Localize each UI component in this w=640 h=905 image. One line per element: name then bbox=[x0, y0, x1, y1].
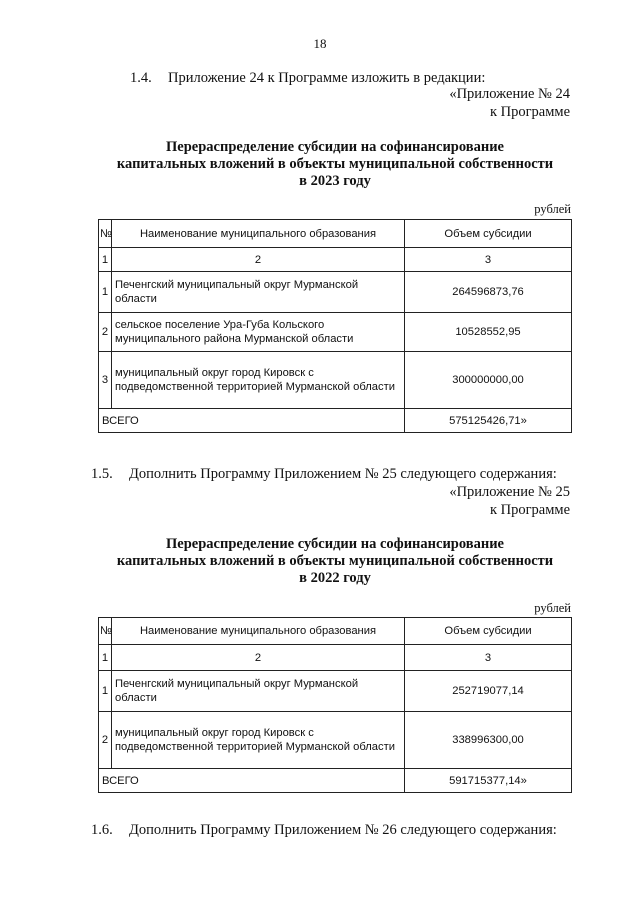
row-number: 2 bbox=[99, 712, 112, 769]
header-number: № bbox=[99, 220, 112, 248]
index-cell: 1 bbox=[99, 645, 112, 671]
paragraph-text: Приложение 24 к Программе изложить в редакции: bbox=[168, 70, 486, 86]
index-cell: 2 bbox=[112, 645, 405, 671]
paragraph-text: Дополнить Программу Приложением № 25 следующего содержания: bbox=[129, 466, 557, 482]
table-index-row bbox=[99, 248, 572, 272]
table-row bbox=[99, 313, 572, 352]
table-header-row bbox=[99, 618, 572, 645]
row-amount: 264596873,76 bbox=[405, 272, 572, 313]
row-name: Печенгский муниципальный округ Мурманской области bbox=[112, 272, 405, 313]
appendix-heading-24 bbox=[449, 85, 570, 121]
title-line: в 2023 году bbox=[299, 173, 371, 189]
title-line: капитальных вложений в объекты муниципальной собственности bbox=[116, 553, 554, 569]
title-line: Перераспределение субсидии на софинансирование bbox=[166, 536, 504, 552]
table-title-2023 bbox=[60, 139, 610, 190]
paragraph-text: Дополнить Программу Приложением № 26 следующего содержания: bbox=[129, 822, 557, 838]
paragraph-number: 1.6. bbox=[91, 822, 113, 838]
title-line: Перераспределение субсидии на софинансирование bbox=[166, 139, 504, 155]
total-label: ВСЕГО bbox=[99, 769, 405, 793]
row-amount: 300000000,00 bbox=[405, 352, 572, 409]
paragraph-1-5 bbox=[91, 466, 557, 483]
appendix-program: к Программе bbox=[489, 104, 570, 120]
row-name: муниципальный округ город Кировск с подведомственной территорией Мурманской области bbox=[112, 712, 405, 769]
index-cell: 2 bbox=[112, 248, 405, 272]
row-amount: 10528552,95 bbox=[405, 313, 572, 352]
table-row bbox=[99, 272, 572, 313]
title-line: капитальных вложений в объекты муниципальной собственности bbox=[116, 156, 554, 172]
row-number: 1 bbox=[99, 671, 112, 712]
title-line: в 2022 году bbox=[299, 570, 371, 586]
total-amount: 591715377,14» bbox=[405, 769, 572, 793]
paragraph-1-6 bbox=[91, 822, 557, 839]
appendix-number: «Приложение № 24 bbox=[449, 86, 570, 102]
table-row bbox=[99, 712, 572, 769]
appendix-number: «Приложение № 25 bbox=[449, 484, 570, 500]
appendix-heading-25 bbox=[449, 483, 570, 519]
total-amount: 575125426,71» bbox=[405, 409, 572, 433]
table-title-2022 bbox=[60, 536, 610, 587]
subsidy-table-2023 bbox=[98, 219, 572, 433]
row-number: 1 bbox=[99, 272, 112, 313]
unit-label: рублей bbox=[534, 202, 571, 216]
row-name: Печенгский муниципальный округ Мурманской области bbox=[112, 671, 405, 712]
total-label: ВСЕГО bbox=[99, 409, 405, 433]
appendix-program: к Программе bbox=[489, 502, 570, 518]
table-index-row bbox=[99, 645, 572, 671]
header-amount: Объем субсидии bbox=[405, 220, 572, 248]
row-number: 3 bbox=[99, 352, 112, 409]
header-name: Наименование муниципального образования bbox=[112, 618, 405, 645]
header-number: № bbox=[99, 618, 112, 645]
table-row bbox=[99, 352, 572, 409]
row-number: 2 bbox=[99, 313, 112, 352]
header-amount: Объем субсидии bbox=[405, 618, 572, 645]
row-amount: 338996300,00 bbox=[405, 712, 572, 769]
paragraph-1-4 bbox=[130, 70, 485, 87]
row-name: муниципальный округ город Кировск с подведомственной территорией Мурманской области bbox=[112, 352, 405, 409]
paragraph-number: 1.4. bbox=[130, 70, 152, 86]
page-number: 18 bbox=[313, 36, 327, 51]
row-amount: 252719077,14 bbox=[405, 671, 572, 712]
index-cell: 3 bbox=[405, 645, 572, 671]
table-header-row bbox=[99, 220, 572, 248]
table-row bbox=[99, 671, 572, 712]
table-total-row bbox=[99, 409, 572, 433]
index-cell: 1 bbox=[99, 248, 112, 272]
unit-label: рублей bbox=[534, 601, 571, 615]
table-total-row bbox=[99, 769, 572, 793]
subsidy-table-2022 bbox=[98, 617, 572, 793]
index-cell: 3 bbox=[405, 248, 572, 272]
row-name: сельское поселение Ура-Губа Кольского муниципального района Мурманской области bbox=[112, 313, 405, 352]
header-name: Наименование муниципального образования bbox=[112, 220, 405, 248]
paragraph-number: 1.5. bbox=[91, 466, 113, 482]
